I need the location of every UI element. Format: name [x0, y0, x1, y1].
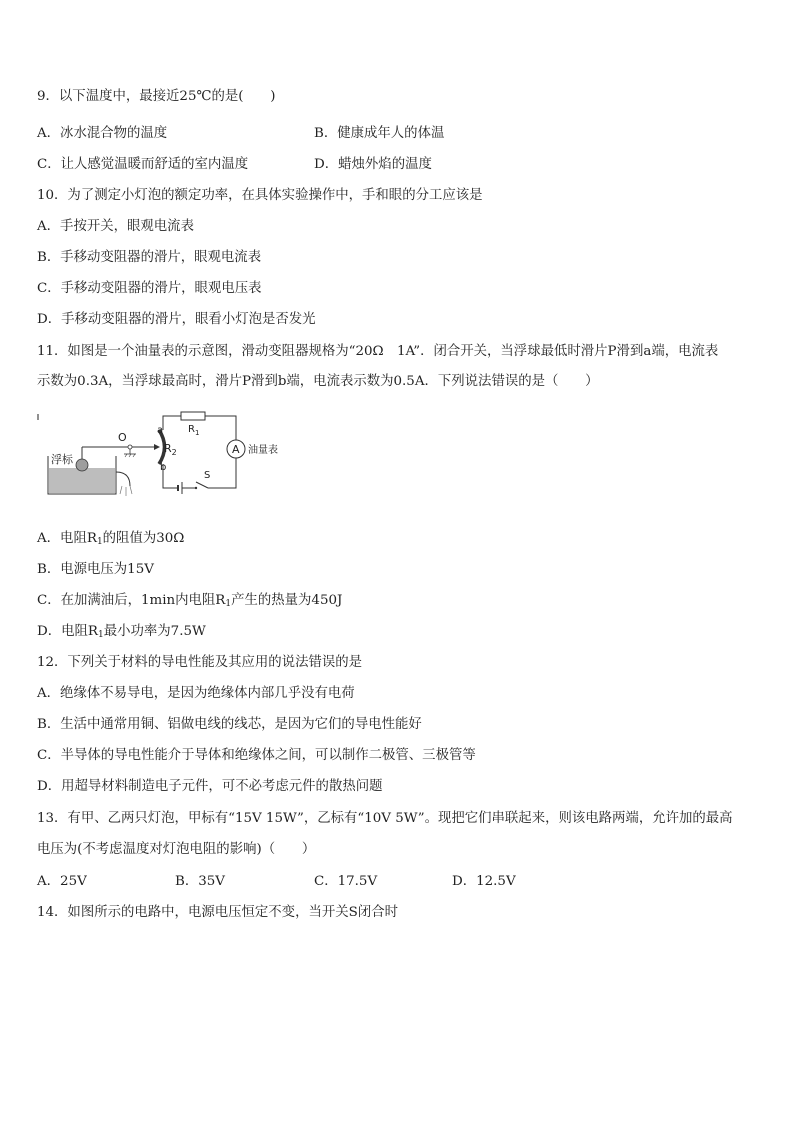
- q12-stem: 12．下列关于材料的导电性能及其应用的说法错误的是: [37, 655, 363, 670]
- oil-drip: [120, 486, 132, 496]
- q9-stem: 9．以下温度中，最接近25℃的是( ): [37, 89, 276, 104]
- q11-stem-line1: 11．如图是一个油量表的示意图，滑动变阻器规格为“20Ω 1A”．闭合开关，当浮球最低时滑片P滑到a端，电流表: [37, 344, 719, 359]
- q11-option-c: C．在加满油后，1min内电阻$R_1$产生的热量为450J: [37, 593, 343, 609]
- r2-label: $R_2$: [164, 442, 177, 457]
- switch-label: S: [204, 470, 211, 481]
- float-ball: [76, 459, 88, 471]
- pivot-o: [128, 445, 132, 449]
- q10-stem: 10．为了测定小灯泡的额定功率，在具体实验操作中，手和眼的分工应该是: [37, 188, 483, 203]
- q9-option-c: C．让人感觉温暖而舒适的室内温度: [37, 157, 249, 172]
- oil-gauge-label: 油量表: [248, 445, 278, 456]
- q11-option-b: B．电源电压为15V: [37, 562, 154, 577]
- q10-option-a: A．手按开关，眼观电流表: [37, 219, 194, 234]
- q9-option-b: B．健康成年人的体温: [314, 126, 445, 141]
- q11-option-a: A．电阻$R_1$的阻值为30Ω: [37, 531, 185, 547]
- q13-option-b: B．35V: [175, 874, 225, 889]
- b-terminal-label: b: [160, 462, 167, 473]
- oil-liquid: [49, 468, 115, 493]
- q14-stem: 14．如图所示的电路中，电源电压恒定不变，当开关S闭合时: [37, 905, 398, 920]
- slider-p-arrow: [154, 444, 160, 450]
- switch-s: [196, 482, 208, 488]
- q9-option-d: D．蜡烛外焰的温度: [314, 157, 432, 172]
- q10-option-d: D．手移动变阻器的滑片，眼看小灯泡是否发光: [37, 312, 316, 327]
- q12-option-a: A．绝缘体不易导电，是因为绝缘体内部几乎没有电荷: [37, 686, 355, 701]
- wire-top-left: [163, 416, 181, 430]
- oil-gauge-circuit-diagram: [36, 408, 296, 498]
- q13-option-c: C．17.5V: [314, 874, 378, 889]
- q13-stem-line2: 电压为(不考虑温度对灯泡电阻的影响)（ ）: [37, 842, 316, 857]
- q10-option-b: B．手移动变阻器的滑片，眼观电流表: [37, 250, 262, 265]
- wire-right: [208, 458, 236, 488]
- q12-option-d: D．用超导材料制造电子元件，可不必考虑元件的散热问题: [37, 779, 383, 794]
- r1-label: $R_1$: [188, 424, 200, 437]
- pivot-label: O: [118, 431, 127, 444]
- float-label: 浮标: [51, 453, 73, 466]
- q12-option-c: C．半导体的导电性能介于导体和绝缘体之间，可以制作二极管、三极管等: [37, 748, 476, 763]
- ammeter-symbol: A: [232, 443, 240, 456]
- q13-stem-line1: 13．有甲、乙两只灯泡，甲标有“15V 15W”，乙标有“10V 5W”。现把它们串联起来，则该电路两端，允许加的最高: [37, 811, 733, 826]
- outlet-pipe: [116, 472, 130, 486]
- q11-stem-line2: 示数为0.3A，当浮球最高时，滑片P滑到b端，电流表示数为0.5A．下列说法错误的是（ ）: [37, 374, 599, 389]
- q13-option-d: D．12.5V: [452, 874, 516, 889]
- q13-option-a: A．25V: [37, 874, 87, 889]
- a-terminal-label: a: [157, 425, 164, 436]
- r1-resistor: [181, 412, 205, 420]
- wire-top-right: [205, 416, 236, 440]
- q11-option-d: D．电阻$R_1$最小功率为7.5W: [37, 624, 206, 640]
- q12-option-b: B．生活中通常用铜、铝做电线的线芯，是因为它们的导电性能好: [37, 717, 422, 732]
- q9-option-a: A．冰水混合物的温度: [37, 126, 168, 141]
- q10-option-c: C．手移动变阻器的滑片，眼观电压表: [37, 281, 262, 296]
- pivot-hatch: [125, 454, 135, 457]
